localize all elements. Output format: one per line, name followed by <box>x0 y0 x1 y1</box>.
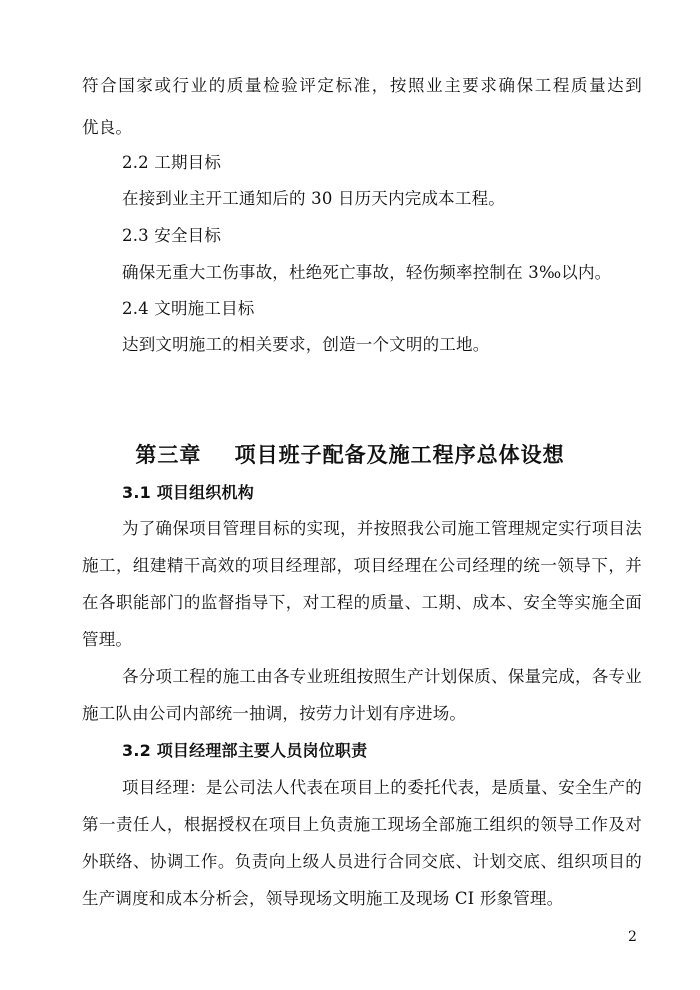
section-3-2-para-line-2: 第一责任人，根据授权在项目上负责施工现场全部施工组织的领导工作及对 <box>82 815 642 834</box>
section-3-1-para-1-line-4: 管理。 <box>82 630 133 649</box>
section-3-1-heading: 3.1 项目组织机构 <box>122 483 254 502</box>
section-3-2-para-line-3: 外联络、协调工作。负责向上级人员进行合同交底、计划交底、组织项目的 <box>82 852 642 871</box>
section-3-2-para-line-1: 项目经理：是公司法人代表在项目上的委托代表，是质量、安全生产的 <box>122 778 642 797</box>
schedule-goal-text: 在接到业主开工通知后的 30 日历天内完成本工程。 <box>122 189 505 208</box>
section-3-1-para-1-line-1: 为了确保项目管理目标的实现，并按照我公司施工管理规定实行项目法 <box>122 519 642 538</box>
section-3-1-para-1-line-2: 施工，组建精干高效的项目经理部，项目经理在公司经理的统一领导下，并 <box>82 556 642 575</box>
quality-goal-line-1: 符合国家或行业的质量检验评定标准，按照业主要求确保工程质量达到 <box>82 76 642 95</box>
civil-construction-goal-heading: 2.4 文明施工目标 <box>122 299 255 318</box>
section-3-2-para-line-4: 生产调度和成本分析会，领导现场文明施工及现场 CI 形象管理。 <box>82 889 564 908</box>
safety-goal-heading: 2.3 安全目标 <box>122 226 222 245</box>
section-3-1-para-2-line-2: 施工队由公司内部统一抽调，按劳力计划有序进场。 <box>82 704 467 723</box>
section-3-1-para-2-line-1: 各分项工程的施工由各专业班组按照生产计划保质、保量完成，各专业 <box>122 667 642 686</box>
safety-goal-text: 确保无重大工伤事故，杜绝死亡事故，轻伤频率控制在 3‰以内。 <box>122 263 612 282</box>
quality-goal-line-2: 优良。 <box>82 118 133 137</box>
civil-construction-goal-text: 达到文明施工的相关要求，创造一个文明的工地。 <box>122 335 490 354</box>
section-3-2-heading: 3.2 项目经理部主要人员岗位职责 <box>122 741 368 760</box>
chapter-title: 第三章 项目班子配备及施工程序总体设想 <box>135 443 565 467</box>
page-number: 2 <box>628 929 637 945</box>
section-3-1-para-1-line-3: 在各职能部门的监督指导下，对工程的质量、工期、成本、安全等实施全面 <box>82 593 642 612</box>
schedule-goal-heading: 2.2 工期目标 <box>122 153 222 172</box>
